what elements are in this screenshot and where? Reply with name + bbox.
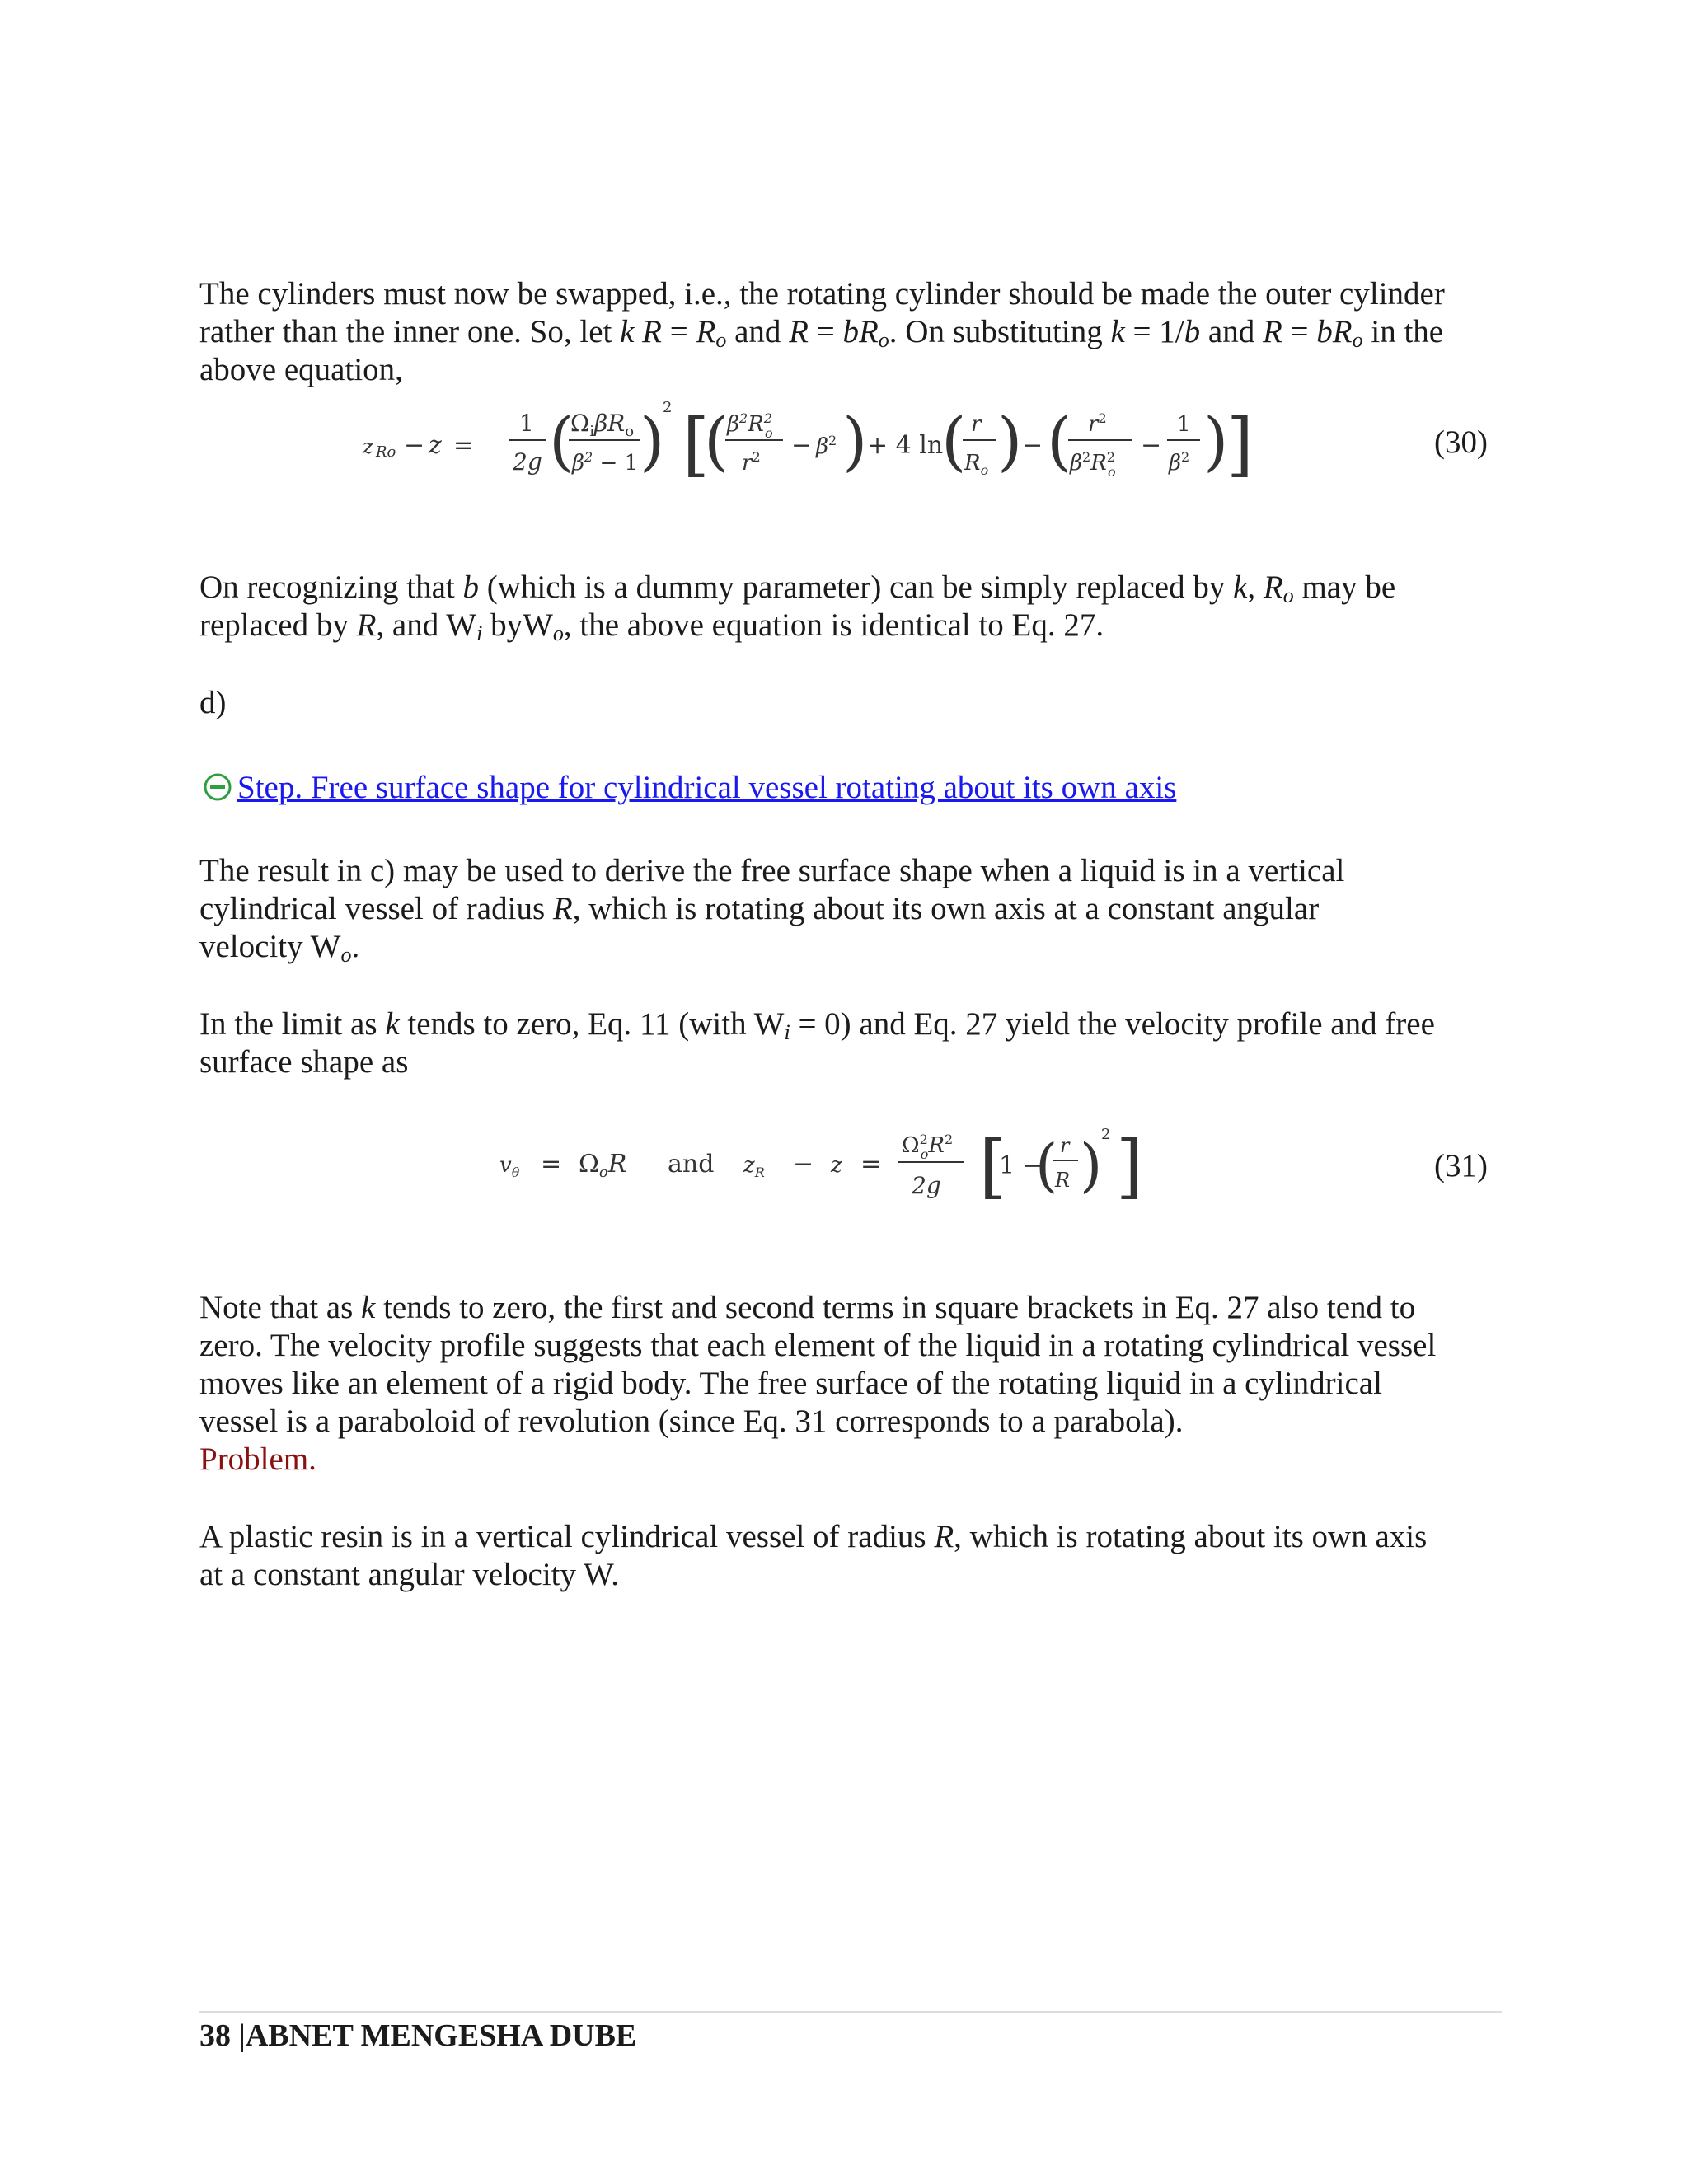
paragraph-problem-statement <box>199 1518 1502 1594</box>
svg-text:and: and <box>668 1150 715 1179</box>
svg-text:β2R2o: $\beta^2R^2$ o <box>727 410 773 441</box>
text-line: rather than the inner one. So, let k $R = R_o$ and $R = bR_o$. On substituting k = 1/b and $R = bR_o$ in the <box>199 314 1444 352</box>
svg-text:2g: 2g <box>513 448 542 476</box>
svg-text:(: ( <box>704 405 729 479</box>
step-section-header[interactable] <box>203 766 1176 808</box>
svg-text:2g: 2g <box>912 1172 941 1199</box>
paragraph-result-c <box>199 852 1502 966</box>
svg-text:β2: $\beta^2$ <box>1169 449 1190 476</box>
svg-text:): ) <box>1203 405 1229 479</box>
text-line: A plastic resin is in a vertical cylindrical vessel of radius R, which is rotating about its own axis <box>199 1519 1428 1554</box>
text-line: The cylinders must now be swapped, i.e., the rotating cylinder should be made the outer cylinder <box>199 276 1445 312</box>
step-link[interactable]: Step. Free surface shape for cylindrical vessel rotating about its own axis <box>237 769 1177 805</box>
text-line: surface shape as <box>199 1044 409 1080</box>
svg-text:1: 1 <box>519 410 534 437</box>
svg-text:z: z <box>429 431 442 460</box>
text-line: On recognizing that b (which is a dummy parameter) can be simply replaced by k, $R_o$ may be <box>199 569 1396 607</box>
paragraph-recognizing <box>199 569 1502 644</box>
svg-text:r: r <box>971 412 982 437</box>
text-line: at a constant angular velocity W. <box>199 1557 620 1592</box>
svg-text:zR: $z_R$ <box>743 1153 765 1180</box>
svg-text:(: ( <box>549 405 574 479</box>
svg-text:): ) <box>1080 1132 1103 1199</box>
svg-text:−: − <box>404 431 425 460</box>
text-line: moves like an element of a rigid body. The free surface of the rotating liquid in a cylindrical <box>199 1366 1382 1401</box>
text-line: vessel is a paraboloid of revolution (since Eq. 31 corresponds to a parabola). <box>199 1404 1184 1439</box>
svg-text:=: = <box>453 431 475 460</box>
svg-text:β2 − 1: $\beta^2 - 1$ <box>572 449 639 476</box>
svg-text:r: r <box>1060 1134 1070 1157</box>
svg-text:vθ: $v_\theta$ <box>499 1153 520 1180</box>
svg-text:): ) <box>842 405 868 479</box>
svg-text:z: z <box>363 435 373 458</box>
svg-text:−: − <box>791 431 813 460</box>
svg-text:): ) <box>640 405 665 479</box>
text-line: zero. The velocity profile suggests that each element of the liquid in a rotating cylindrical vessel <box>199 1328 1437 1363</box>
svg-text:(: ( <box>1047 405 1072 479</box>
svg-text:[: [ <box>979 1126 1006 1207</box>
text-line: In the limit as k tends to zero, Eq. 11 (with $W_i = 0$) and Eq. 27 yield the velocity profile and free <box>199 1006 1435 1044</box>
svg-text:r2: $r^2$ <box>742 449 761 476</box>
svg-text:): ) <box>997 405 1023 479</box>
svg-text:]: ] <box>1116 1126 1143 1207</box>
equation-31 <box>491 1121 1151 1212</box>
svg-text:=: = <box>860 1150 882 1179</box>
svg-text:z: z <box>831 1153 842 1178</box>
svg-text:(: ( <box>1035 1132 1058 1199</box>
page-footer: 38 |ABNET MENGESHA DUBE <box>199 2018 637 2053</box>
equation-31-number: (31) <box>1434 1148 1488 1183</box>
svg-text:ΩoR: $\Omega_oR$ <box>579 1150 627 1181</box>
paragraph-swap-cylinders <box>199 275 1502 389</box>
svg-text:β2R2o: $\beta^2R^2$ o <box>1070 449 1116 480</box>
svg-text:r2: $r^2$ <box>1088 410 1107 437</box>
svg-text:R: R <box>1055 1169 1071 1192</box>
svg-text:+ 4 ln: + 4 ln <box>867 431 944 460</box>
text-line: above equation, <box>199 352 403 387</box>
svg-text:2: 2 <box>1101 1126 1111 1143</box>
paragraph-limit <box>199 1005 1502 1081</box>
text-line: velocity $W_o$. <box>199 929 360 967</box>
svg-text:−: − <box>1022 431 1043 460</box>
svg-text:−: − <box>793 1150 814 1179</box>
paragraph-note <box>199 1289 1502 1479</box>
problem-label: Problem. <box>199 1441 316 1477</box>
svg-text:Ro: $R_o$ <box>964 451 989 478</box>
svg-text:=: = <box>541 1150 562 1179</box>
svg-text:β2: $\beta^2$ <box>816 433 837 459</box>
svg-text:2: 2 <box>663 399 673 416</box>
footer-divider <box>199 2011 1502 2013</box>
text-line: replaced by R, and $W_i$ byW$_o$, the above equation is identical to Eq. 27. <box>199 607 1104 645</box>
svg-text:]: ] <box>1226 404 1254 485</box>
svg-text:Ω2oR2: $\Omega^2$ $oR^2$ <box>902 1132 954 1162</box>
svg-text:1: 1 <box>1177 412 1191 437</box>
svg-text:ΩiβRo: $\Omega_i\beta R_o$ <box>570 410 635 440</box>
svg-text:(: ( <box>941 405 967 479</box>
part-d-label: d) <box>199 685 227 720</box>
collapse-minus-icon[interactable] <box>203 772 232 802</box>
equation-30-number: (30) <box>1434 424 1488 460</box>
svg-text:−: − <box>1141 431 1162 460</box>
equation-30 <box>354 394 1294 493</box>
svg-text:[: [ <box>682 404 710 485</box>
svg-text:1 −: 1 − <box>999 1151 1043 1180</box>
text-line: cylindrical vessel of radius R, which is rotating about its own axis at a constant angular <box>199 891 1320 926</box>
text-line: The result in c) may be used to derive the free surface shape when a liquid is in a vertical <box>199 853 1345 888</box>
text-line: Note that as k tends to zero, the first and second terms in square brackets in Eq. 27 also tend to <box>199 1290 1416 1325</box>
svg-text:Ro: Ro <box>376 443 396 461</box>
